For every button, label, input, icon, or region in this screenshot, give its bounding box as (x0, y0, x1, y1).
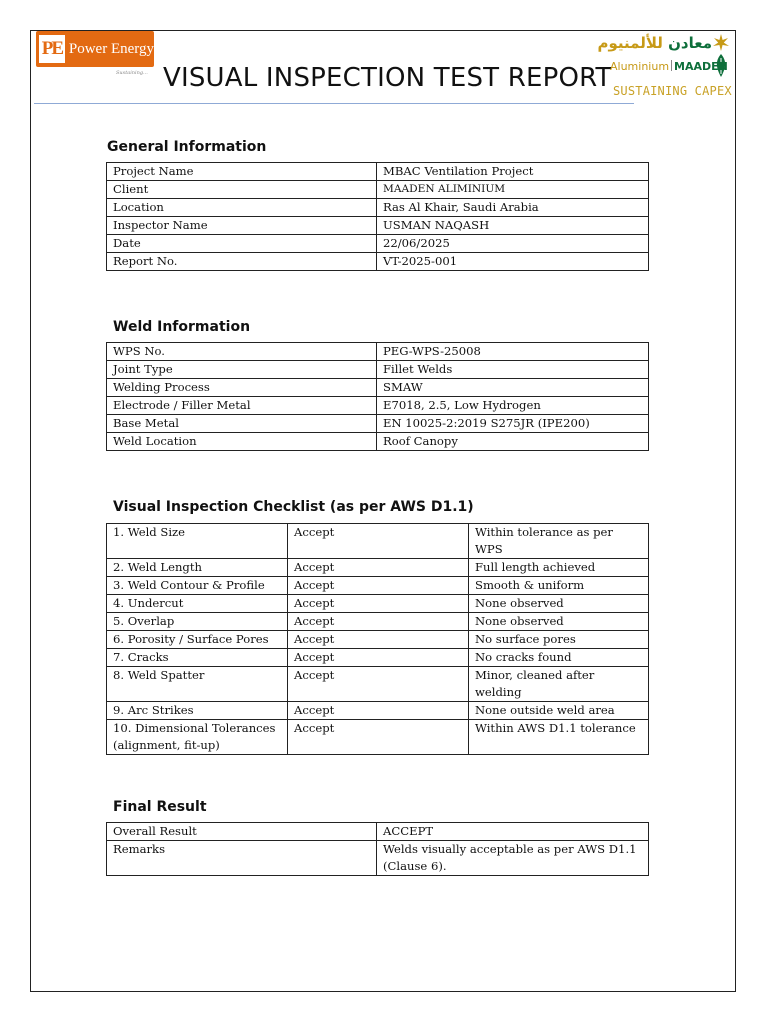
check-result: Accept (288, 577, 469, 595)
check-remark: Minor, cleaned after welding (469, 667, 649, 702)
field-label: Base Metal (107, 415, 377, 433)
general-information-table (106, 162, 649, 271)
checklist-row (107, 631, 649, 649)
report-title: VISUAL INSPECTION TEST REPORT (163, 63, 612, 93)
wordmark-separator (671, 60, 672, 71)
check-result: Accept (288, 720, 469, 755)
field-value: USMAN NAQASH (377, 217, 649, 235)
field-value: MAADEN ALIMINIUM (377, 181, 649, 199)
inspection-checklist-table (106, 523, 649, 755)
checklist-row (107, 667, 649, 702)
check-item: 1. Weld Size (107, 524, 288, 559)
check-result: Accept (288, 559, 469, 577)
maaden-arabic-text: معادن (668, 34, 712, 52)
overall-result-value: ACCEPT (377, 823, 649, 841)
table-row (107, 397, 649, 415)
check-item: 9. Arc Strikes (107, 702, 288, 720)
aluminium-latin-text: Aluminium (610, 60, 670, 73)
field-label: WPS No. (107, 343, 377, 361)
general-information-heading: General Information (107, 139, 267, 155)
check-result: Accept (288, 649, 469, 667)
check-item: 6. Porosity / Surface Pores (107, 631, 288, 649)
checklist-row (107, 720, 649, 755)
field-label: Weld Location (107, 433, 377, 451)
field-label: Client (107, 181, 377, 199)
table-row (107, 361, 649, 379)
table-row (107, 181, 649, 199)
final-result-heading: Final Result (113, 799, 207, 815)
logo-company-name: Power Energy (68, 40, 154, 57)
field-value: EN 10025-2:2019 S275JR (IPE200) (377, 415, 649, 433)
checklist-row (107, 577, 649, 595)
field-label: Welding Process (107, 379, 377, 397)
check-result: Accept (288, 667, 469, 702)
check-remark: Smooth & uniform (469, 577, 649, 595)
table-row (107, 379, 649, 397)
field-value: Ras Al Khair, Saudi Arabia (377, 199, 649, 217)
check-remark: No surface pores (469, 631, 649, 649)
check-remark: No cracks found (469, 649, 649, 667)
field-value: 22/06/2025 (377, 235, 649, 253)
check-remark: Within AWS D1.1 tolerance (469, 720, 649, 755)
checklist-row (107, 649, 649, 667)
check-remark: None observed (469, 613, 649, 631)
field-label: Electrode / Filler Metal (107, 397, 377, 415)
field-value: SMAW (377, 379, 649, 397)
check-remark: Full length achieved (469, 559, 649, 577)
check-remark: None observed (469, 595, 649, 613)
table-row (107, 235, 649, 253)
check-remark: None outside weld area (469, 702, 649, 720)
check-item: 3. Weld Contour & Profile (107, 577, 288, 595)
check-item: 7. Cracks (107, 649, 288, 667)
check-result: Accept (288, 702, 469, 720)
field-value: Fillet Welds (377, 361, 649, 379)
checklist-row (107, 559, 649, 577)
field-label: Location (107, 199, 377, 217)
logo-tagline: Sustaining... (116, 70, 148, 76)
table-row (107, 841, 649, 876)
check-item: 8. Weld Spatter (107, 667, 288, 702)
pe-logo-mark: PE (39, 35, 65, 63)
table-row (107, 253, 649, 271)
final-result-table (106, 822, 649, 876)
field-value: PEG-WPS-25008 (377, 343, 649, 361)
check-result: Accept (288, 631, 469, 649)
check-item: 2. Weld Length (107, 559, 288, 577)
check-item: 4. Undercut (107, 595, 288, 613)
maaden-latin-text: MAADEN (674, 60, 728, 73)
table-row (107, 199, 649, 217)
check-remark: Within tolerance as per WPS (469, 524, 649, 559)
table-row (107, 823, 649, 841)
maaden-arabic-wordmark (598, 34, 712, 52)
field-label: Project Name (107, 163, 377, 181)
check-result: Accept (288, 595, 469, 613)
table-row (107, 217, 649, 235)
power-energy-logo (36, 31, 154, 67)
table-row (107, 433, 649, 451)
field-label: Report No. (107, 253, 377, 271)
header-divider (34, 103, 634, 104)
check-result: Accept (288, 524, 469, 559)
weld-information-table (106, 342, 649, 451)
table-row (107, 163, 649, 181)
weld-information-heading: Weld Information (113, 319, 251, 335)
sustaining-capex-label: SUSTAINING CAPEX (613, 84, 732, 98)
overall-result-label: Overall Result (107, 823, 377, 841)
field-label: Date (107, 235, 377, 253)
field-label: Joint Type (107, 361, 377, 379)
checklist-row (107, 595, 649, 613)
maaden-latin-wordmark (610, 60, 728, 73)
check-item: 5. Overlap (107, 613, 288, 631)
checklist-row (107, 524, 649, 559)
aluminium-arabic-text: للألمنيوم (597, 34, 663, 52)
field-label: Inspector Name (107, 217, 377, 235)
table-row (107, 415, 649, 433)
field-value: MBAC Ventilation Project (377, 163, 649, 181)
checklist-heading: Visual Inspection Checklist (as per AWS D1.1) (113, 499, 474, 515)
checklist-row (107, 613, 649, 631)
remarks-value: Welds visually acceptable as per AWS D1.1 (Clause 6). (377, 841, 649, 876)
table-row (107, 343, 649, 361)
check-item: 10. Dimensional Tolerances (alignment, fit-up) (107, 720, 288, 755)
field-value: VT-2025-001 (377, 253, 649, 271)
remarks-label: Remarks (107, 841, 377, 876)
checklist-row (107, 702, 649, 720)
field-value: E7018, 2.5, Low Hydrogen (377, 397, 649, 415)
field-value: Roof Canopy (377, 433, 649, 451)
check-result: Accept (288, 613, 469, 631)
